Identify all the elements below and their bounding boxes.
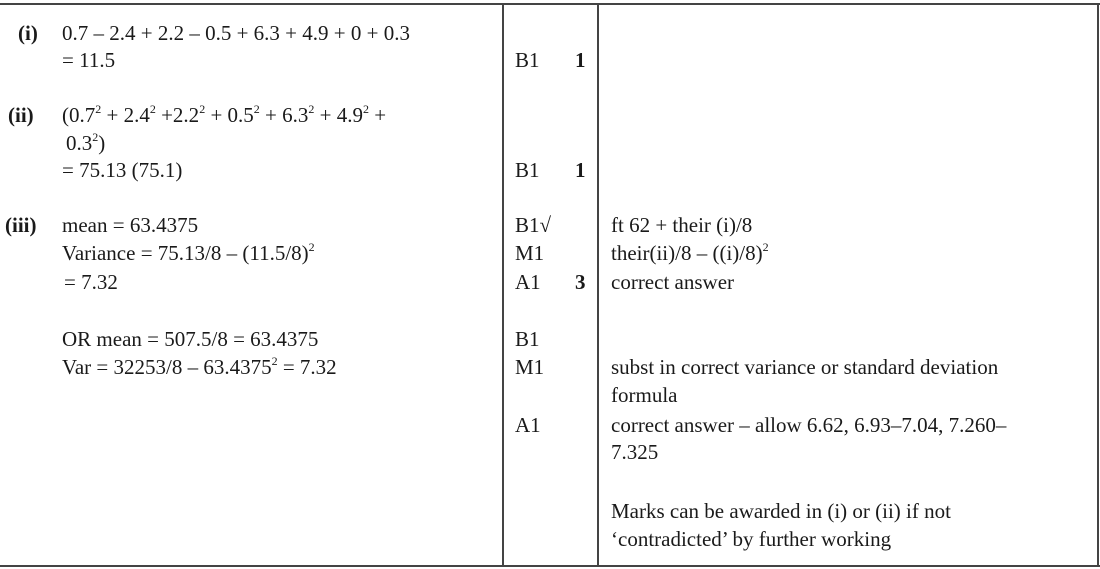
table-top-border xyxy=(0,3,1100,5)
superscript: 2 xyxy=(253,102,260,116)
text-segment: 7.325 xyxy=(611,440,659,464)
working-line xyxy=(62,103,386,127)
text-segment: +2.2 xyxy=(155,103,200,127)
text-segment: + 4.9 xyxy=(314,103,363,127)
text-segment: Var = 32253/8 – 63.4375 xyxy=(62,355,272,379)
mark-code: B1 xyxy=(515,48,540,72)
guidance-line xyxy=(611,213,752,237)
guidance-line xyxy=(611,383,677,407)
mark-code: M1 xyxy=(515,355,545,379)
text-segment: formula xyxy=(611,383,678,407)
superscript: 2 xyxy=(362,102,369,116)
working-line xyxy=(62,327,318,351)
text-segment: = 75.13 (75.1) xyxy=(62,158,183,182)
mark-code: M1 xyxy=(515,241,545,265)
guidance-line xyxy=(611,413,1006,437)
working-line xyxy=(62,355,337,379)
mark-code: B1 xyxy=(515,327,540,351)
working-line xyxy=(64,270,118,294)
mark-total: 1 xyxy=(575,48,586,72)
superscript: 2 xyxy=(95,102,102,116)
superscript: 2 xyxy=(92,130,99,144)
guidance-line xyxy=(611,270,734,294)
text-segment: 0.7 – 2.4 + 2.2 – 0.5 + 6.3 + 4.9 + 0 + 0.3 xyxy=(62,21,410,45)
table-bottom-border xyxy=(0,565,1100,567)
working-line xyxy=(62,213,198,237)
working-line xyxy=(62,21,410,45)
text-segment: 0.3 xyxy=(66,131,93,155)
guidance-line xyxy=(611,499,951,523)
table-right-border xyxy=(1097,3,1099,567)
text-segment: = 7.32 xyxy=(277,355,337,379)
text-segment: = 11.5 xyxy=(62,48,116,72)
column-divider-marks xyxy=(502,3,504,567)
part-label: (iii) xyxy=(5,213,37,237)
guidance-line xyxy=(611,527,891,551)
guidance-line xyxy=(611,355,998,379)
text-segment: Variance = 75.13/8 – (11.5/8) xyxy=(62,241,309,265)
text-segment: correct answer – allow 6.62, 6.93–7.04, 7.260– xyxy=(611,413,1007,437)
mark-code: B1 xyxy=(515,158,540,182)
text-segment: (0.7 xyxy=(62,103,96,127)
mark-code: A1 xyxy=(515,413,541,437)
text-segment: = 7.32 xyxy=(64,270,118,294)
superscript: 2 xyxy=(199,102,206,116)
text-segment: Marks can be awarded in (i) or (ii) if not xyxy=(611,499,951,523)
text-segment: mean = 63.4375 xyxy=(62,213,199,237)
text-segment: ft 62 + their (i)/8 xyxy=(611,213,753,237)
mark-code: B1√ xyxy=(515,213,552,237)
superscript: 2 xyxy=(271,354,278,368)
superscript: 2 xyxy=(149,102,156,116)
text-segment: + 2.4 xyxy=(101,103,150,127)
working-line xyxy=(66,131,105,155)
text-segment: + 6.3 xyxy=(259,103,309,127)
text-segment: their(ii)/8 – ((i)/8) xyxy=(611,241,763,265)
text-segment: ‘contradicted’ by further working xyxy=(611,527,892,551)
superscript: 2 xyxy=(762,240,769,254)
working-line xyxy=(62,241,315,265)
text-segment: subst in correct variance or standard deviation xyxy=(611,355,999,379)
guidance-line xyxy=(611,241,769,265)
superscript: 2 xyxy=(308,102,315,116)
text-segment: + 0.5 xyxy=(205,103,254,127)
mark-total: 1 xyxy=(575,158,586,182)
column-divider-guidance xyxy=(597,3,599,567)
part-label: (i) xyxy=(18,21,38,45)
superscript: 2 xyxy=(308,240,315,254)
working-line xyxy=(62,158,182,182)
mark-code: A1 xyxy=(515,270,541,294)
guidance-line xyxy=(611,440,658,464)
text-segment: correct answer xyxy=(611,270,735,294)
text-segment: + xyxy=(368,103,387,127)
part-label: (ii) xyxy=(8,103,34,127)
text-segment: OR mean = 507.5/8 = 63.4375 xyxy=(62,327,319,351)
text-segment: ) xyxy=(98,131,106,155)
working-line xyxy=(62,48,115,72)
mark-total: 3 xyxy=(575,270,586,294)
